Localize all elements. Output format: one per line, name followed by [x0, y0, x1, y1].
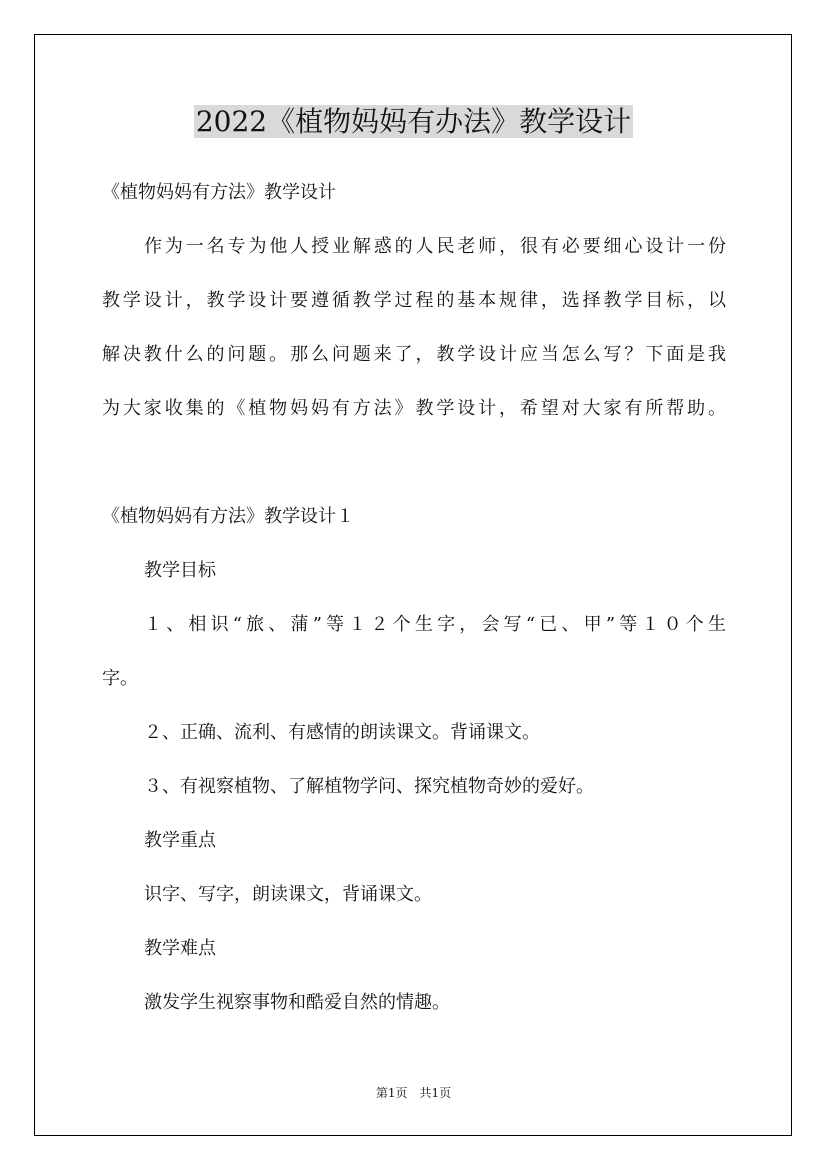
goals-heading: 教学目标 — [144, 560, 216, 581]
goal-2: ２、正确、流利、有感情的朗读课文。背诵课文。 — [144, 722, 540, 743]
intro-line-3: 解决教什么的问题。那么问题来了，教学设计应当怎么写？下面是我 — [102, 344, 726, 365]
goal-3: ３、有视察植物、了解植物学问、探究植物奇妙的爱好。 — [144, 776, 594, 797]
difficulty-heading: 教学难点 — [144, 938, 216, 959]
intro-line-1: 作为一名专为他人授业解惑的人民老师，很有必要细心设计一份 — [144, 236, 726, 257]
difficulty-text: 激发学生视察事物和酷爱自然的情趣。 — [144, 992, 450, 1013]
key-heading: 教学重点 — [144, 830, 216, 851]
document-title: 2022《植物妈妈有办法》教学设计 — [195, 105, 632, 138]
intro-line-4: 为大家收集的《植物妈妈有方法》教学设计，希望对大家有所帮助。 — [102, 398, 726, 419]
goal-1-line-2: 字。 — [102, 668, 138, 689]
goal-1-line-1: １、相识“旅、蒲”等１２个生字，会写“已、甲”等１０个生 — [144, 614, 726, 635]
key-text: 识字、写字，朗读课文，背诵课文。 — [144, 884, 432, 905]
intro-line-2: 教学设计，教学设计要遵循教学过程的基本规律，选择教学目标，以 — [102, 290, 726, 311]
page-number: 第1页 共1页 — [375, 1086, 452, 1100]
heading: 《植物妈妈有方法》教学设计 — [102, 182, 336, 203]
section-title: 《植物妈妈有方法》教学设计１ — [102, 506, 354, 527]
